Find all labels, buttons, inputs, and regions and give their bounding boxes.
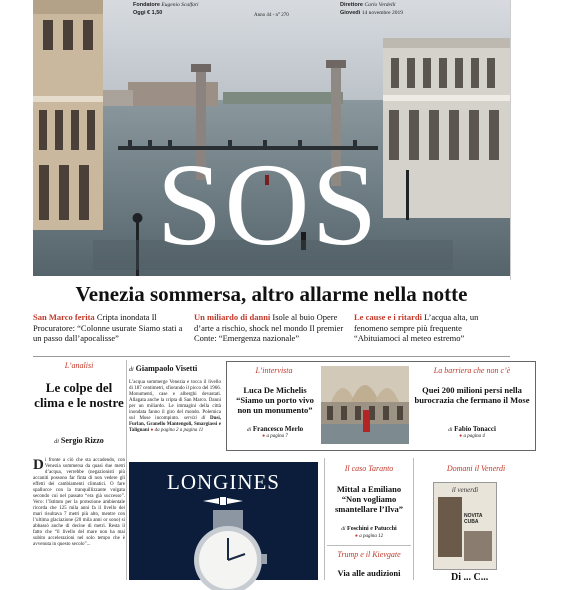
subhead-danni <box>194 312 354 344</box>
section-rule <box>327 545 411 546</box>
taranto-page <box>329 534 409 539</box>
cover-subtitle: NOVITA CUBA <box>464 513 483 525</box>
date-day: Giovedì <box>340 10 361 16</box>
author-name: Francesco Merlo <box>252 425 304 433</box>
taranto-title: Mittal a Emiliano “Non vogliamo smantellare l’Ilva” <box>334 484 404 514</box>
cover-image <box>464 531 492 561</box>
date-rest: 14 novembre 2019 <box>361 10 403 16</box>
analysis-title: Le colpe del clima e le nostre <box>34 380 124 410</box>
analysis-author <box>33 436 125 445</box>
author-prefix: di <box>341 526 346 532</box>
bureaucracy-page <box>413 434 531 439</box>
masthead-strip <box>33 0 510 20</box>
subhead-cause <box>354 312 510 344</box>
sos-headline: SOS <box>156 139 380 270</box>
analysis-kicker: L’analisi <box>64 361 94 370</box>
visetti-author <box>129 364 239 373</box>
watch-icon <box>173 510 283 590</box>
author-prefix: di <box>129 367 134 373</box>
main-headline: Venezia sommersa, altro allarme nella notte <box>75 282 468 306</box>
author-prefix: di <box>448 427 453 433</box>
trump-kicker: Trump e il Kievgate <box>337 550 401 559</box>
date-line <box>340 10 403 17</box>
director-label: Direttore <box>340 2 363 8</box>
services-names: Dusi, Furlan, Granello Mantengoli, Smargiassi e Talignani <box>129 416 221 433</box>
interview-author <box>230 425 320 433</box>
drop-cap: D <box>33 457 44 473</box>
subhead-san-marco <box>33 312 191 344</box>
page-ref: a pagina 4 <box>463 434 485 439</box>
visetti-text: L’acqua sommerge Venezia e tocca il livello di 187 centimetri, sfiorando il picco del 1966. Monumenti, case e alberghi devastati. Allagata anche la cripta di San Marco. Danni per un miliardo. Le immagini della città inondata fanno il giro del mondo. Polemica sul Mose incompiuto. <box>129 380 221 421</box>
section-rule <box>33 356 510 357</box>
subhead-kicker: Le cause e i ritardi <box>354 312 422 322</box>
visetti-pages: da pagina 2 a pagina 11 <box>154 428 204 433</box>
interview-kicker: L’intervista <box>255 366 293 375</box>
column-rule <box>413 458 414 580</box>
author-name: Foschini e Patucchi <box>347 526 397 532</box>
subhead-lead: Cripta inondata <box>96 312 150 322</box>
page-ref: a pagina 7 <box>266 434 288 439</box>
venerdi-cover <box>433 482 497 570</box>
trump-title: Via alle audizioni <box>337 568 401 578</box>
right-margin <box>510 0 563 580</box>
san-marco-photo <box>321 366 409 444</box>
cover-title: il venerdì <box>451 486 479 494</box>
page-ref: a pagina 12 <box>359 534 384 539</box>
director-name: Carlo Verdelli <box>364 2 396 8</box>
bureaucracy-title: Quei 200 milioni persi nella burocrazia che fermano il Mose <box>414 385 530 405</box>
bureaucracy-author <box>413 425 531 433</box>
bullet-icon: ● <box>150 428 154 433</box>
domani-kicker: Domani il Venerdì <box>446 464 506 473</box>
page-edge-rule <box>510 0 511 280</box>
bullet-icon: ● <box>459 434 463 439</box>
bureaucracy-kicker: La barriera che non c’è <box>433 366 511 375</box>
director-line <box>340 2 396 9</box>
author-name: Giampaolo Visetti <box>135 364 198 373</box>
subhead-text: Opere d’arte a rischio, shock nel mondo Il premier Conte: “Emergenza nazionale” <box>194 312 344 343</box>
issue-number: Anno 44 - n° 270 <box>254 13 289 18</box>
column-rule <box>126 360 127 580</box>
founder-line <box>133 2 199 9</box>
interview-page <box>230 434 320 439</box>
visetti-body <box>129 380 221 434</box>
taranto-author <box>329 526 409 532</box>
longines-advert <box>129 462 318 580</box>
subhead-kicker: San Marco ferita <box>33 312 95 322</box>
founder-label: Fondatore <box>133 2 160 8</box>
bullet-icon: ● <box>354 534 358 539</box>
author-prefix: di <box>246 427 252 433</box>
analysis-body <box>33 458 125 548</box>
price: Oggi € 1,50 <box>133 10 163 16</box>
subhead-lead: Isole al buio <box>272 312 315 322</box>
subhead-text: Il Procuratore: “Colonne usurate Siamo stati a un passo dall’apocalisse” <box>33 312 183 343</box>
analysis-text: i fronte a ciò che sta accadendo, con Venezia sommersa da quasi due metri d’acqua, verrebbe (negazionisti più accaniti possono far finta di non vedere gli effetti dei cambiamenti climatici. O fare spallucce con la tranquillizzante vulgata secondo cui nel passato “era già successo”. Vero: l’Istituto per la protezione ambientale ricorda che 125 mila anni fa il livello dei mari risultava 7 metri più alto, mentre con l’ultima glaciazione (20 mila anni or sono) si abbassò anche di decine di metri. Resta il fatto che “il livello del mare non ha mai subito accelerazioni nel solo tempo che è avvenuta in questo secolo”... <box>33 458 125 547</box>
left-margin <box>0 0 33 580</box>
subhead-text: un fenomeno sempre più frequente “Abituiamoci al meteo estremo” <box>354 312 479 343</box>
winged-hourglass-icon <box>203 496 243 506</box>
author-prefix: di <box>54 439 59 445</box>
newspaper-front-page <box>33 0 530 583</box>
column-rule <box>324 458 325 580</box>
subhead-lead: L’acqua alta, <box>424 312 468 322</box>
bullet-icon: ● <box>262 434 266 439</box>
services-prefix: servizi di <box>183 416 206 421</box>
founder-name: Eugenio Scalfari <box>161 2 199 8</box>
author-name: Sergio Rizzo <box>60 436 104 445</box>
cover-image <box>438 497 462 557</box>
interview-title: Luca De Michelis “Siamo un porto vivo non un monumento” <box>236 385 314 415</box>
subhead-kicker: Un miliardo di danni <box>194 312 271 322</box>
author-name: Fabio Tonacci <box>454 425 496 433</box>
taranto-kicker: Il caso Taranto <box>344 464 394 473</box>
advert-brand: LONGINES <box>167 470 280 494</box>
domani-teaser: Di ... C... <box>451 572 489 583</box>
